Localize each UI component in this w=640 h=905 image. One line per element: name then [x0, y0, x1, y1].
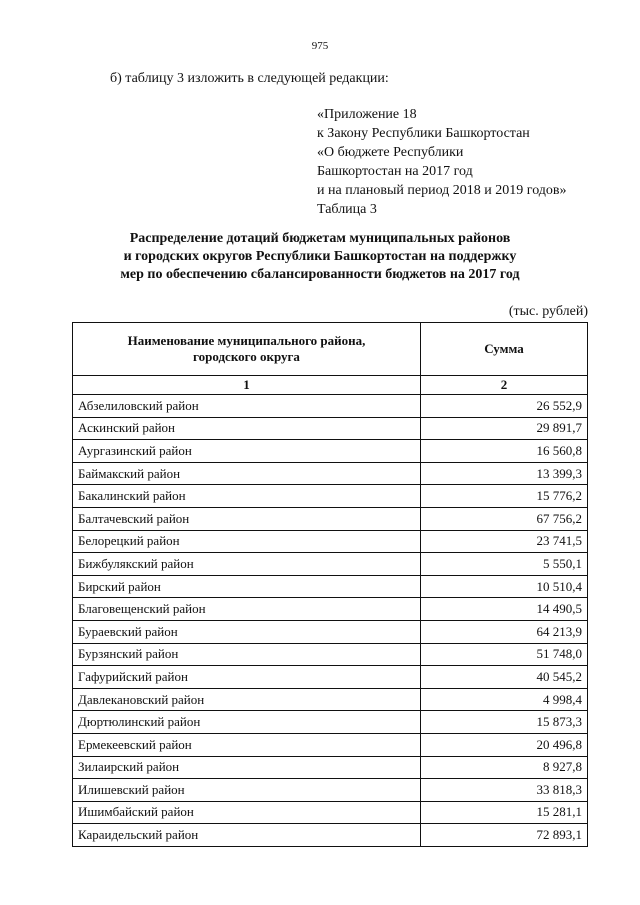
- appendix-line: к Закону Республики Башкортостан: [317, 126, 530, 141]
- table-row: [73, 779, 588, 802]
- table-row: [73, 598, 588, 621]
- district-name: Балтачевский район: [73, 507, 421, 530]
- table-row: [73, 462, 588, 485]
- column-number-row: [73, 376, 588, 395]
- subsidy-amount: 15 873,3: [421, 711, 588, 734]
- subsidy-amount: 20 496,8: [421, 733, 588, 756]
- subsidy-amount: 64 213,9: [421, 620, 588, 643]
- table-row: [73, 417, 588, 440]
- table-row: [73, 688, 588, 711]
- appendix-reference: [317, 105, 567, 219]
- district-name: Баймакский район: [73, 462, 421, 485]
- subsidy-amount: 5 550,1: [421, 553, 588, 576]
- district-name: Бурзянский район: [73, 643, 421, 666]
- subsidy-amount: 14 490,5: [421, 598, 588, 621]
- intro-text: б) таблицу 3 изложить в следующей редакции:: [110, 71, 389, 86]
- heading-line: мер по обеспечению сбалансированности бюджетов на 2017 год: [120, 267, 520, 282]
- table-row: [73, 643, 588, 666]
- subsidy-amount: 23 741,5: [421, 530, 588, 553]
- district-name: Гафурийский район: [73, 666, 421, 689]
- table-row: [73, 440, 588, 463]
- district-name: Абзелиловский район: [73, 395, 421, 418]
- table-body: [73, 395, 588, 847]
- subsidy-amount: 4 998,4: [421, 688, 588, 711]
- district-name: Ермекеевский район: [73, 733, 421, 756]
- table-row: [73, 666, 588, 689]
- district-name: Бижбулякский район: [73, 553, 421, 576]
- subsidy-amount: 51 748,0: [421, 643, 588, 666]
- column-number: 2: [421, 376, 588, 395]
- subsidy-amount: 15 776,2: [421, 485, 588, 508]
- table-row: [73, 801, 588, 824]
- subsidy-amount: 26 552,9: [421, 395, 588, 418]
- district-name: Благовещенский район: [73, 598, 421, 621]
- district-name: Илишевский район: [73, 779, 421, 802]
- subsidy-amount: 40 545,2: [421, 666, 588, 689]
- district-name: Аургазинский район: [73, 440, 421, 463]
- table-row: [73, 395, 588, 418]
- district-name: Белорецкий район: [73, 530, 421, 553]
- table-row: [73, 733, 588, 756]
- table-row: [73, 756, 588, 779]
- subsidy-amount: 33 818,3: [421, 779, 588, 802]
- subsidy-amount: 10 510,4: [421, 575, 588, 598]
- subsidy-amount: 13 399,3: [421, 462, 588, 485]
- subsidy-amount: 67 756,2: [421, 507, 588, 530]
- district-name: Зилаирский район: [73, 756, 421, 779]
- district-name: Караидельский район: [73, 824, 421, 847]
- table-heading: [0, 230, 640, 284]
- page-number: 975: [311, 40, 329, 52]
- table-row: [73, 530, 588, 553]
- appendix-line: «О бюджете Республики: [317, 145, 464, 160]
- table-header-row: [73, 323, 588, 376]
- table-row: [73, 485, 588, 508]
- district-name: Бакалинский район: [73, 485, 421, 508]
- district-name: Ишимбайский район: [73, 801, 421, 824]
- subsidies-table: [72, 322, 588, 847]
- heading-line: Распределение дотаций бюджетам муниципальных районов: [129, 231, 511, 246]
- subsidy-amount: 15 281,1: [421, 801, 588, 824]
- column-number: 1: [73, 376, 421, 395]
- header-sum: Сумма: [421, 323, 588, 376]
- appendix-line: Таблица 3: [317, 202, 377, 217]
- district-name: Бирский район: [73, 575, 421, 598]
- subsidy-amount: 8 927,8: [421, 756, 588, 779]
- table-row: [73, 824, 588, 847]
- table-row: [73, 575, 588, 598]
- district-name: Аскинский район: [73, 417, 421, 440]
- appendix-line: и на плановый период 2018 и 2019 годов»: [317, 183, 567, 198]
- district-name: Дюртюлинский район: [73, 711, 421, 734]
- appendix-line: Башкортостан на 2017 год: [317, 164, 473, 179]
- table-row: [73, 711, 588, 734]
- heading-line: и городских округов Республики Башкортостан на поддержку: [123, 249, 517, 264]
- table-row: [73, 553, 588, 576]
- district-name: Давлекановский район: [73, 688, 421, 711]
- subsidy-amount: 29 891,7: [421, 417, 588, 440]
- appendix-line: «Приложение 18: [317, 107, 417, 122]
- table-row: [73, 620, 588, 643]
- header-name: [73, 323, 421, 376]
- units-note: (тыс. рублей): [508, 304, 588, 319]
- table-row: [73, 507, 588, 530]
- header-name-line: городского округа: [193, 349, 300, 364]
- subsidy-amount: 72 893,1: [421, 824, 588, 847]
- subsidy-amount: 16 560,8: [421, 440, 588, 463]
- header-name-line: Наименование муниципального района,: [127, 333, 366, 348]
- district-name: Бураевский район: [73, 620, 421, 643]
